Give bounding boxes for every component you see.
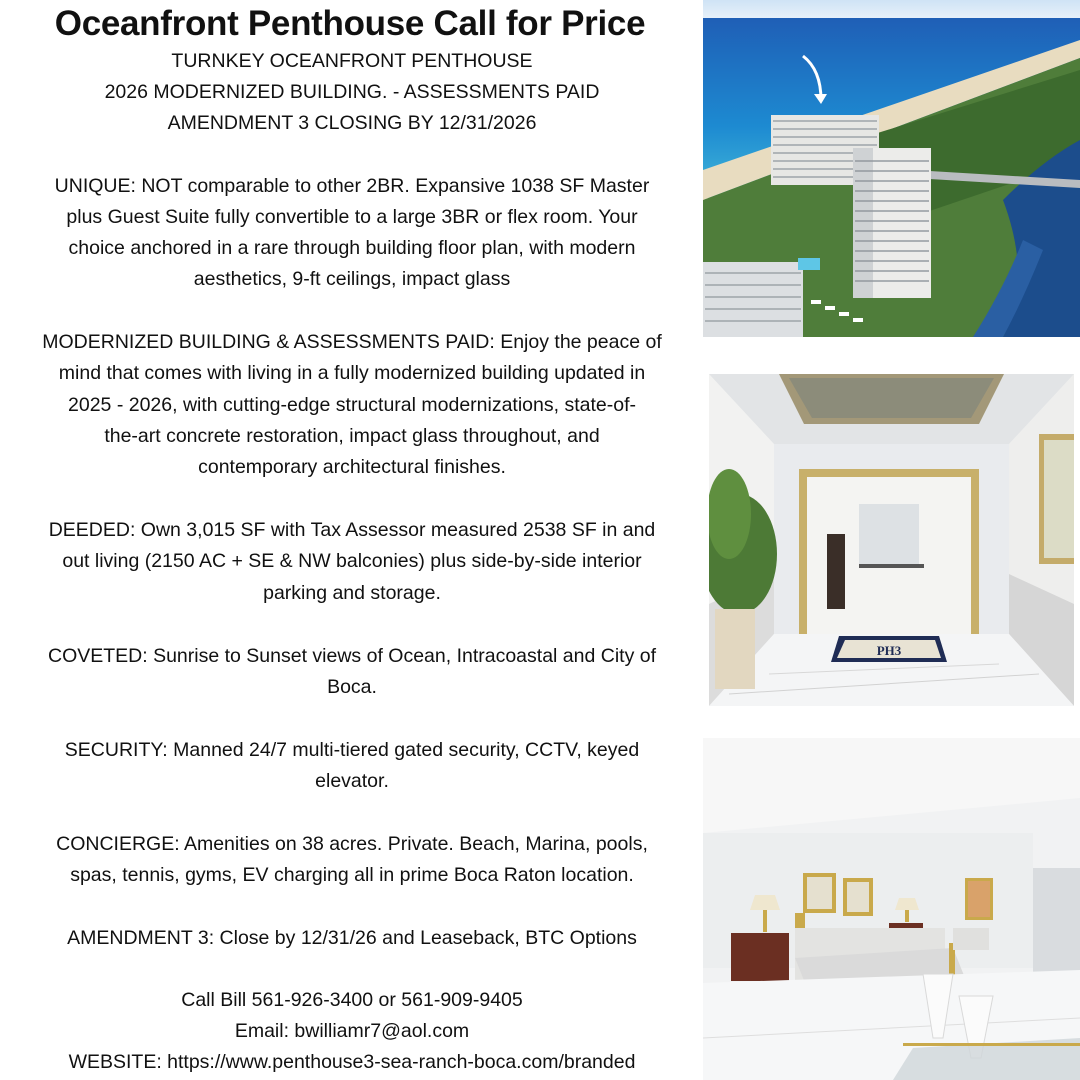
deeded-paragraph-line: parking and storage.: [263, 582, 441, 604]
modernized-paragraph-line: the-art concrete restoration, impact glass throughout, and: [104, 425, 600, 447]
security-paragraph-line: SECURITY: Manned 24/7 multi-tiered gated security, CCTV, keyed: [64, 739, 640, 761]
contact-website: WEBSITE: https://www.penthouse3-sea-ranch-boca.com/branded: [68, 1051, 636, 1073]
foyer-photo: [709, 374, 1074, 706]
coveted-paragraph-line: COVETED: Sunrise to Sunset views of Ocean, Intracoastal and City of: [47, 645, 657, 667]
aerial-view-photo: [703, 0, 1080, 337]
contact-phone: Call Bill 561-926-3400 or 561-909-9405: [181, 989, 523, 1011]
unique-paragraph-line: UNIQUE: NOT comparable to other 2BR. Expansive 1038 SF Master: [54, 175, 650, 197]
unique-paragraph-line: choice anchored in a rare through building floor plan, with modern: [68, 237, 636, 259]
doormat-text: PH3: [876, 643, 902, 658]
page-title: Oceanfront Penthouse Call for Price: [54, 4, 646, 43]
modernized-paragraph-line: mind that comes with living in a fully modernized building updated in: [58, 362, 646, 384]
bedroom-photo: [703, 738, 1080, 1080]
subtitle-line: 2026 MODERNIZED BUILDING. - ASSESSMENTS PAID: [104, 81, 600, 103]
concierge-paragraph-line: CONCIERGE: Amenities on 38 acres. Private. Beach, Marina, pools,: [56, 833, 648, 855]
unique-paragraph-line: plus Guest Suite fully convertible to a large 3BR or flex room. Your: [66, 206, 638, 228]
deeded-paragraph-line: out living (2150 AC + SE & NW balconies) plus side-by-side interior: [62, 550, 642, 572]
coveted-paragraph-line: Boca.: [327, 676, 377, 698]
aerial-view-illustration: [703, 0, 1080, 337]
contact-email: Email: bwilliamr7@aol.com: [234, 1020, 470, 1042]
modernized-paragraph-line: MODERNIZED BUILDING & ASSESSMENTS PAID: Enjoy the peace of: [42, 331, 662, 353]
unique-paragraph-line: aesthetics, 9-ft ceilings, impact glass: [193, 268, 511, 290]
modernized-paragraph-line: contemporary architectural finishes.: [198, 456, 506, 478]
subtitle-line: AMENDMENT 3 CLOSING BY 12/31/2026: [167, 112, 537, 134]
deeded-paragraph-line: DEEDED: Own 3,015 SF with Tax Assessor measured 2538 SF in and: [48, 519, 656, 541]
bedroom-illustration: [703, 738, 1080, 1080]
modernized-paragraph-line: 2025 - 2026, with cutting-edge structural modernizations, state-of-: [68, 394, 636, 416]
concierge-paragraph-line: spas, tennis, gyms, EV charging all in prime Boca Raton location.: [70, 864, 634, 886]
amendment-paragraph: AMENDMENT 3: Close by 12/31/26 and Leaseback, BTC Options: [67, 927, 637, 949]
subtitle-line: TURNKEY OCEANFRONT PENTHOUSE: [171, 50, 533, 72]
security-paragraph-line: elevator.: [315, 770, 389, 792]
foyer-illustration: [709, 374, 1074, 706]
